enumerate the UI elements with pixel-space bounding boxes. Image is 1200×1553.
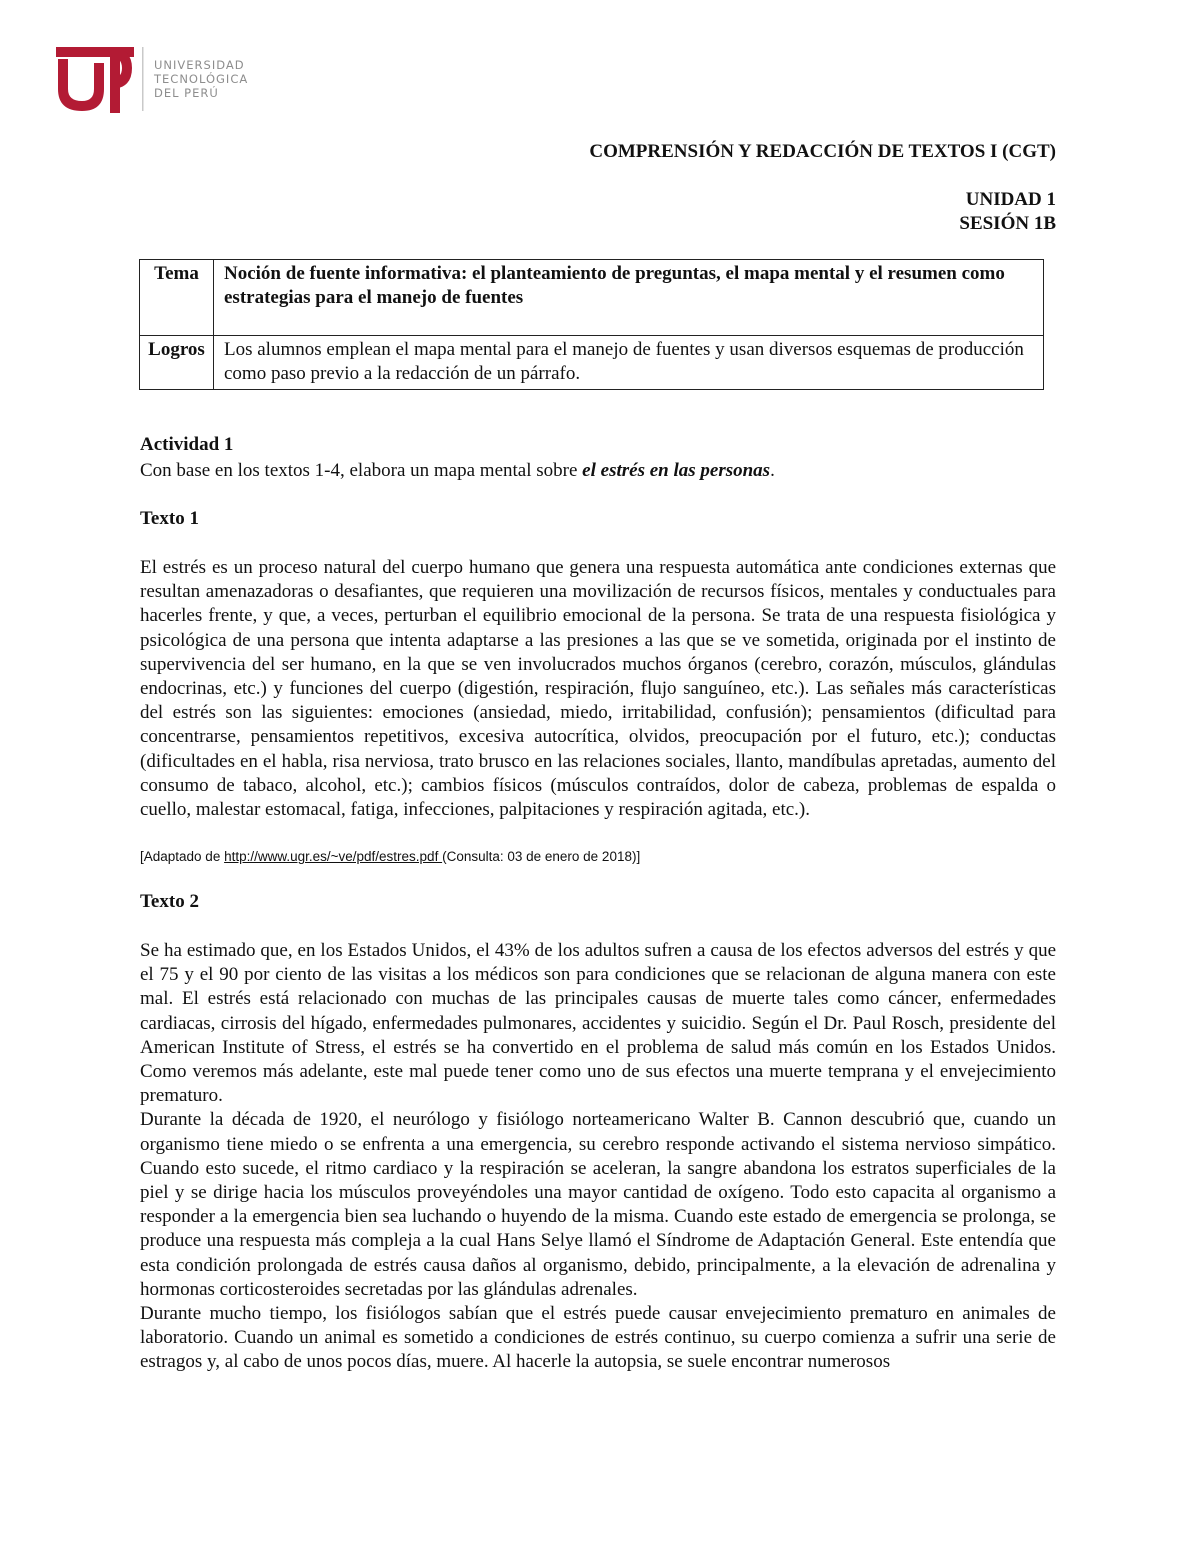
texto2-title: Texto 2: [140, 891, 199, 912]
source-prefix: [Adaptado de: [140, 849, 225, 864]
texto1-title: Texto 1: [140, 508, 199, 529]
texto2-paragraph-1: Se ha estimado que, en los Estados Unidos, el 43% de los adultos sufren a causa de los efectos adversos del estrés y que el 75 y el 90 por ciento de las visitas a los médicos son para condiciones que se relacionan de alguna manera con este mal. El estrés está relacionado con muchas de las principales causas de muerte tales como cáncer, enfermedades cardiacas, cirrosis del hígado, enfermedades pulmonares, accidentes y suicidio. Según el Dr. Paul Rosch, presidente del American Institute of Stress, el estrés se ha convertido en el problema de salud más común en los Estados Unidos. Como veremos más adelante, este mal puede tener como uno de sus efectos una muerte temprana y el envejecimiento prematuro.: [140, 940, 1056, 1107]
instruction-topic: el estrés en las personas: [582, 460, 771, 481]
logo-line-1: UNIVERSIDAD: [154, 58, 245, 72]
texto2-paragraph-3: Durante mucho tiempo, los fisiólogos sabían que el estrés puede causar envejecimiento prematuro en animales de laboratorio. Cuando un animal es sometido a condiciones de estrés continuo, su cuerpo comienza a sufrir una serie de estragos y, al cabo de unos pocos días, muere. Al hacerle la autopsia, se suele encontrar numerosos: [140, 1303, 1056, 1373]
texto1-source: [140, 848, 640, 866]
unit-label: UNIDAD 1: [965, 189, 1056, 210]
texto2-body: [140, 939, 1056, 1375]
table-row: [140, 336, 1044, 390]
instruction-suffix: .: [770, 460, 775, 481]
texto1-paragraph: El estrés es un proceso natural del cuerpo humano que genera una respuesta automática ante condiciones externas que resultan amenazadoras o desafiantes, que requieren una movilización de recursos físicos, mentales y conductuales para hacerles frente, y que, a veces, perturban el equilibrio emocional de la persona. Se trata de una respuesta fisiológica y psicológica de una persona que intenta adaptarse a las presiones a las que se ve sometida, originada por el instinto de supervivencia del ser humano, en la que se ven involucrados muchos órganos (cerebro, corazón, músculos, glándulas endocrinas, etc.) y funciones del cuerpo (digestión, respiración, flujo sanguíneo, etc.). Las señales más características del estrés son las siguientes: emociones (ansiedad, miedo, irritabilidad, confusión); pensamientos (dificultad para concentrarse, pensamientos repetitivos, excesiva autocrítica, olvidos, preocupación por el futuro, etc.); conductas (dificultades en el habla, risa nerviosa, trato brusco en las relaciones sociales, llanto, mandíbulas apretadas, aumento del consumo de tabaco, alcohol, etc.); cambios físicos (músculos contraídos, dolor de cabeza, problemas de espalda o cuello, malestar estomacal, fatiga, infecciones, palpitaciones y respiración agitada, etc.).: [140, 557, 1056, 821]
activity-title: Actividad 1: [140, 434, 234, 455]
texto1-body: [140, 556, 1056, 822]
logo-line-3: DEL PERÚ: [154, 86, 219, 100]
info-table: [139, 259, 1044, 390]
source-link[interactable]: http://www.ugr.es/~ve/pdf/estres.pdf: [224, 849, 443, 864]
logros-label: Logros: [140, 336, 214, 390]
course-title: COMPRENSIÓN Y REDACCIÓN DE TEXTOS I (CGT): [589, 141, 1056, 162]
instruction-text: Con base en los textos 1-4, elabora un mapa mental sobre: [140, 460, 583, 481]
activity-instruction: [140, 459, 1056, 483]
logo-line-2: TECNOLÓGICA: [154, 72, 249, 86]
tema-label: Tema: [140, 260, 214, 336]
university-name: [154, 58, 248, 100]
table-row: [140, 260, 1044, 336]
session-label: SESIÓN 1B: [959, 213, 1056, 234]
texto2-paragraph-2: Durante la década de 1920, el neurólogo y fisiólogo norteamericano Walter B. Cannon descubrió que, cuando un organismo tiene miedo o se enfrenta a una emergencia, su cerebro responde activando el sistema nervioso simpático. Cuando esto sucede, el ritmo cardiaco y la respiración se aceleran, la sangre abandona los estratos superficiales de la piel y se dirige hacia los músculos proveyéndoles una mayor cantidad de oxígeno. Todo esto capacita al organismo a responder a la emergencia bien sea luchando o huyendo de la misma. Cuando este estado de emergencia se prolonga, se produce una respuesta más compleja a la cual Hans Selye llamó el Síndrome de Adaptación General. Este entendía que esta condición prolongada de estrés causa daños al organismo, debido, principalmente, a la elevación de adrenalina y hormonas corticosteroides secretadas por las glándulas adrenales.: [140, 1109, 1056, 1300]
tema-value: Noción de fuente informativa: el planteamiento de preguntas, el mapa mental y el resumen como estrategias para el manejo de fuentes: [214, 260, 1044, 336]
source-suffix: (Consulta: 03 de enero de 2018)]: [442, 849, 641, 864]
logros-value: Los alumnos emplean el mapa mental para el manejo de fuentes y usan diversos esquemas de producción como paso previo a la redacción de un párrafo.: [214, 336, 1044, 390]
